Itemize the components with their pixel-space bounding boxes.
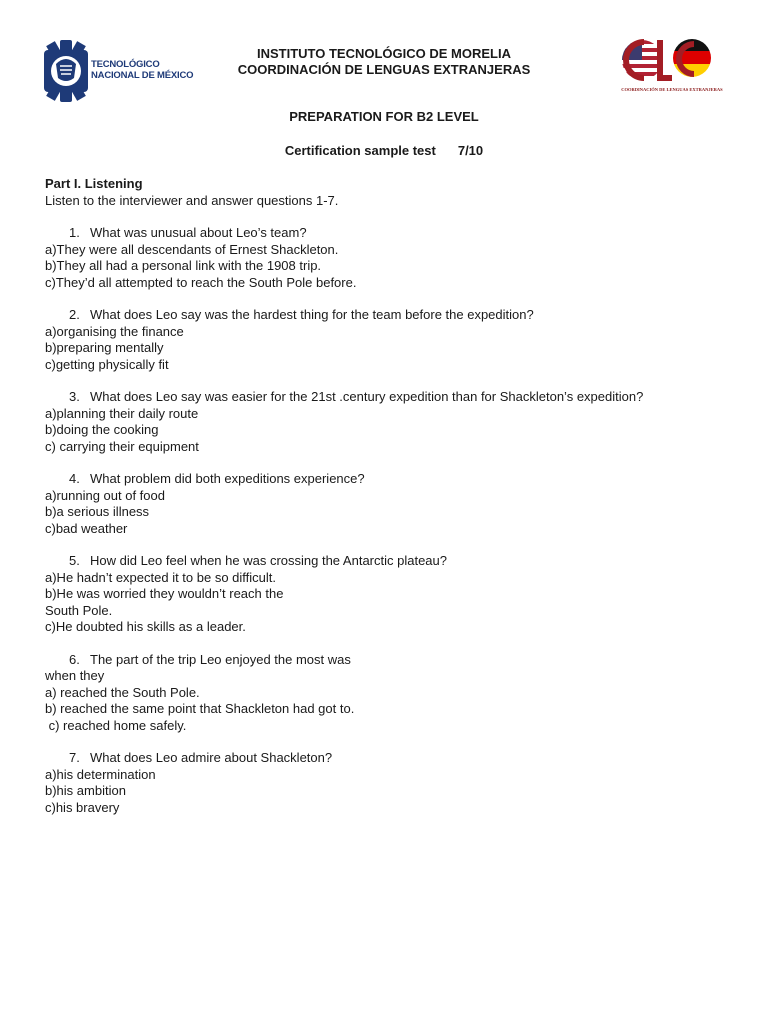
question-6 (45, 652, 735, 735)
answer-option: when they (45, 668, 105, 683)
answer-option: a)They were all descendants of Ernest Shackleton. (45, 241, 339, 257)
answer-option: b)his ambition (45, 783, 126, 798)
question-number: 4. (69, 471, 80, 486)
page-number: 7/10 (457, 143, 484, 158)
question-text: 5. How did Leo feel when he was crossing the Antarctic plateau? (69, 553, 447, 568)
answer-option: a)running out of food (45, 487, 165, 503)
part-title: Part I. Listening (45, 176, 143, 191)
question-7 (45, 750, 735, 816)
question-number: 1. (69, 225, 80, 240)
test-title: Certification sample test (284, 143, 436, 158)
question-number: 5. (69, 553, 80, 568)
question-text: 7. What does Leo admire about Shackleton? (69, 750, 333, 765)
logo-text-line1: TECNOLÓGICO (91, 59, 160, 70)
answer-option: b) reached the same point that Shackleton had got to. (45, 701, 355, 716)
logo-text-line2: NACIONAL DE MÉXICO (91, 70, 194, 81)
question-text: 3. What does Leo say was easier for the 21st .century expedition than for Shackleton’s expedition? (69, 389, 644, 404)
answer-option: a) reached the South Pole. (45, 684, 200, 700)
answer-option: b)a serious illness (45, 504, 150, 519)
answer-option: c)They’d all attempted to reach the South Pole before. (45, 274, 357, 290)
question-number: 3. (69, 389, 80, 404)
test-title-line (0, 143, 768, 158)
answer-option: a)his determination (45, 766, 156, 782)
question-number: 2. (69, 307, 80, 322)
level-title: PREPARATION FOR B2 LEVEL (289, 109, 479, 124)
document-body (45, 176, 735, 816)
question-2 (45, 307, 735, 373)
answer-option: c) reached home safely. (45, 717, 187, 733)
answer-option: b)They all had a personal link with the 1908 trip. (45, 258, 322, 273)
question-text: 4. What problem did both expeditions experience? (69, 471, 365, 486)
question-5 (45, 553, 735, 636)
answer-option: c)his bravery (45, 799, 120, 815)
question-1 (45, 225, 735, 291)
answer-option: c)bad weather (45, 520, 128, 536)
question-3 (45, 389, 735, 455)
answer-option: b)doing the cooking (45, 422, 159, 437)
answer-option: South Pole. (45, 602, 113, 618)
answer-option: b)He was worried they wouldn’t reach the (45, 586, 284, 601)
answer-option: a)He hadn’t expected it to be so difficult. (45, 569, 277, 585)
answer-option: a)planning their daily route (45, 405, 199, 421)
department-name: COORDINACIÓN DE LENGUAS EXTRANJERAS (237, 62, 531, 77)
answer-option: b)preparing mentally (45, 340, 164, 355)
institute-name: INSTITUTO TECNOLÓGICO DE MORELIA (257, 46, 511, 61)
answer-option: c) carrying their equipment (45, 438, 199, 454)
question-text: 6. The part of the trip Leo enjoyed the most was (69, 651, 351, 667)
part-instruction: Listen to the interviewer and answer questions 1-7. (45, 192, 339, 208)
question-number: 7. (69, 750, 80, 765)
answer-option: c)He doubted his skills as a leader. (45, 619, 246, 634)
question-4 (45, 471, 735, 537)
logo-caption: COORDINACIÓN DE LENGUAS EXTRANJERAS (621, 87, 723, 92)
answer-option: c)getting physically fit (45, 356, 169, 372)
question-number: 6. (69, 651, 80, 667)
answer-option: a)organising the finance (45, 323, 184, 339)
question-text: 1. What was unusual about Leo’s team? (69, 225, 307, 240)
question-text: 2. What does Leo say was the hardest thing for the team before the expedition? (69, 307, 534, 322)
